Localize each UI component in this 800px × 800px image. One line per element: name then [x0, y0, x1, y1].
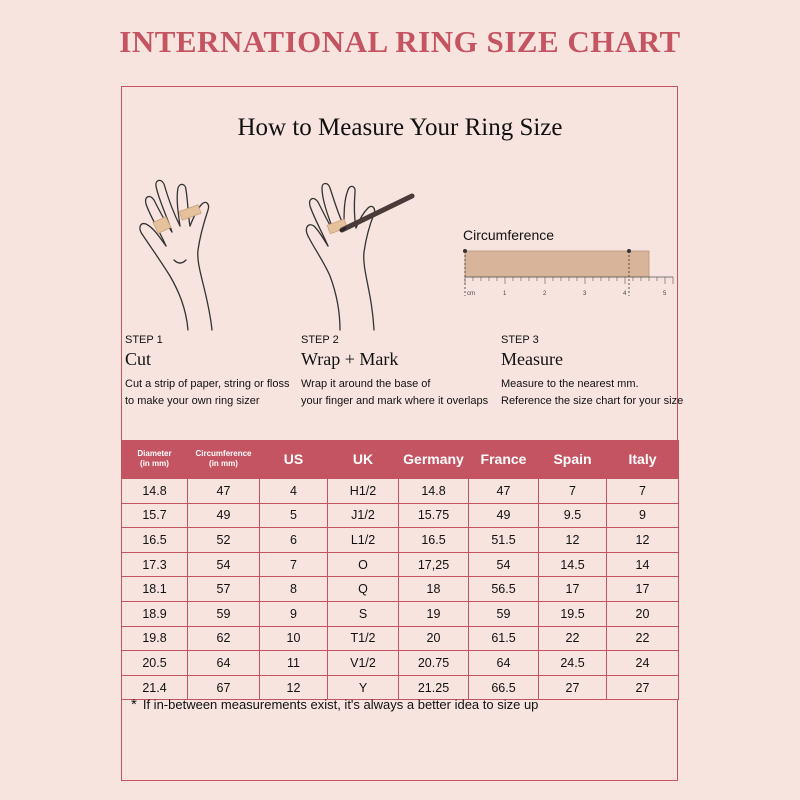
- step-number: STEP 2: [301, 334, 339, 346]
- table-cell: T1/2: [328, 626, 399, 651]
- table-cell: 20.5: [122, 651, 188, 676]
- hand-wrap-illustration: [300, 172, 430, 332]
- table-cell: Y: [328, 675, 399, 700]
- table-cell: L1/2: [328, 528, 399, 553]
- table-cell: J1/2: [328, 503, 399, 528]
- table-cell: 17: [607, 577, 679, 602]
- table-cell: 12: [260, 675, 328, 700]
- step-3: [501, 334, 683, 410]
- table-cell: 16.5: [122, 528, 188, 553]
- ring-size-table: [121, 440, 679, 700]
- step-title: Wrap + Mark: [301, 349, 399, 369]
- table-cell: 24.5: [539, 651, 607, 676]
- table-cell: 5: [260, 503, 328, 528]
- table-cell: 47: [469, 479, 539, 504]
- table-cell: 20: [607, 601, 679, 626]
- table-cell: 19.8: [122, 626, 188, 651]
- table-cell: 18.9: [122, 601, 188, 626]
- table-cell: 56.5: [469, 577, 539, 602]
- measuring-ruler: [460, 246, 680, 302]
- table-cell: 20.75: [399, 651, 469, 676]
- header-diameter: Diameter (in mm): [122, 440, 188, 479]
- table-cell: 19.5: [539, 601, 607, 626]
- table-cell: 9: [260, 601, 328, 626]
- header-us: US: [260, 440, 328, 479]
- step-description: Measure to the nearest mm. Reference the size chart for your size: [501, 378, 684, 407]
- sizing-note: [131, 696, 538, 713]
- table-cell: 21.25: [399, 675, 469, 700]
- table-cell: 66.5: [469, 675, 539, 700]
- table-cell: 27: [539, 675, 607, 700]
- step-number: STEP 3: [501, 334, 539, 346]
- table-cell: 21.4: [122, 675, 188, 700]
- table-cell: 7: [539, 479, 607, 504]
- table-cell: 14.8: [399, 479, 469, 504]
- header-spain: Spain: [539, 440, 607, 479]
- ruler-unit: cm: [467, 291, 475, 297]
- table-cell: 10: [260, 626, 328, 651]
- table-cell: 7: [260, 552, 328, 577]
- table-cell: 6: [260, 528, 328, 553]
- page-title: INTERNATIONAL RING SIZE CHART: [119, 24, 681, 59]
- table-row: [122, 601, 679, 626]
- asterisk: *: [131, 696, 137, 713]
- table-cell: 64: [188, 651, 260, 676]
- table-cell: 9.5: [539, 503, 607, 528]
- table-cell: 17.3: [122, 552, 188, 577]
- table-cell: 27: [607, 675, 679, 700]
- header-italy: Italy: [607, 440, 679, 479]
- table-header-row: [122, 440, 679, 479]
- step-description: Cut a strip of paper, string or floss to make your own ring sizer: [125, 378, 290, 407]
- table-cell: H1/2: [328, 479, 399, 504]
- ruler-tick-label: 5: [663, 291, 667, 297]
- table-cell: 47: [188, 479, 260, 504]
- step-description: Wrap it around the base of your finger and mark where it overlaps: [301, 378, 489, 407]
- table-cell: 49: [469, 503, 539, 528]
- table-cell: 54: [469, 552, 539, 577]
- table-cell: 15.75: [399, 503, 469, 528]
- table-cell: 9: [607, 503, 679, 528]
- step-number: STEP 1: [125, 334, 163, 346]
- step-title: Cut: [125, 349, 152, 369]
- table-cell: 59: [188, 601, 260, 626]
- table-cell: 51.5: [469, 528, 539, 553]
- section-subtitle: How to Measure Your Ring Size: [237, 114, 563, 141]
- ruler-tick-label: 4: [623, 291, 627, 297]
- ruler-tick-label: 3: [583, 291, 587, 297]
- table-row: [122, 626, 679, 651]
- step-2: [301, 334, 488, 410]
- header-circumference: Circumference (in mm): [188, 440, 260, 479]
- table-cell: 64: [469, 651, 539, 676]
- table-cell: Q: [328, 577, 399, 602]
- table-cell: 17: [539, 577, 607, 602]
- table-cell: 17,25: [399, 552, 469, 577]
- table-cell: 61.5: [469, 626, 539, 651]
- table-cell: 12: [539, 528, 607, 553]
- table-row: [122, 552, 679, 577]
- table-cell: 62: [188, 626, 260, 651]
- header-france: France: [469, 440, 539, 479]
- table-cell: 22: [539, 626, 607, 651]
- table-cell: 8: [260, 577, 328, 602]
- ruler-tick-label: 1: [503, 291, 507, 297]
- table-row: [122, 577, 679, 602]
- table-cell: 14.8: [122, 479, 188, 504]
- table-cell: 54: [188, 552, 260, 577]
- note-text: If in-between measurements exist, it's always a better idea to size up: [142, 697, 539, 712]
- table-row: [122, 528, 679, 553]
- circumference-label: Circumference: [463, 227, 555, 243]
- table-row: [122, 651, 679, 676]
- table-cell: 7: [607, 479, 679, 504]
- table-cell: O: [328, 552, 399, 577]
- step-title: Measure: [501, 349, 563, 369]
- table-cell: 14: [607, 552, 679, 577]
- header-uk: UK: [328, 440, 399, 479]
- table-row: [122, 503, 679, 528]
- table-cell: 49: [188, 503, 260, 528]
- ruler-tick-label: 2: [543, 291, 547, 297]
- table-cell: 59: [469, 601, 539, 626]
- table-cell: 20: [399, 626, 469, 651]
- step-1: [125, 334, 289, 410]
- table-cell: 67: [188, 675, 260, 700]
- table-cell: 12: [607, 528, 679, 553]
- table-cell: 57: [188, 577, 260, 602]
- hand-cut-illustration: [128, 172, 248, 332]
- table-cell: 4: [260, 479, 328, 504]
- table-cell: 11: [260, 651, 328, 676]
- table-cell: 16.5: [399, 528, 469, 553]
- table-cell: 19: [399, 601, 469, 626]
- table-cell: 22: [607, 626, 679, 651]
- header-germany: Germany: [399, 440, 469, 479]
- table-cell: 18.1: [122, 577, 188, 602]
- table-cell: 15.7: [122, 503, 188, 528]
- table-cell: 14.5: [539, 552, 607, 577]
- table-cell: 52: [188, 528, 260, 553]
- table-cell: V1/2: [328, 651, 399, 676]
- table-row: [122, 479, 679, 504]
- table-cell: S: [328, 601, 399, 626]
- table-cell: 18: [399, 577, 469, 602]
- table-cell: 24: [607, 651, 679, 676]
